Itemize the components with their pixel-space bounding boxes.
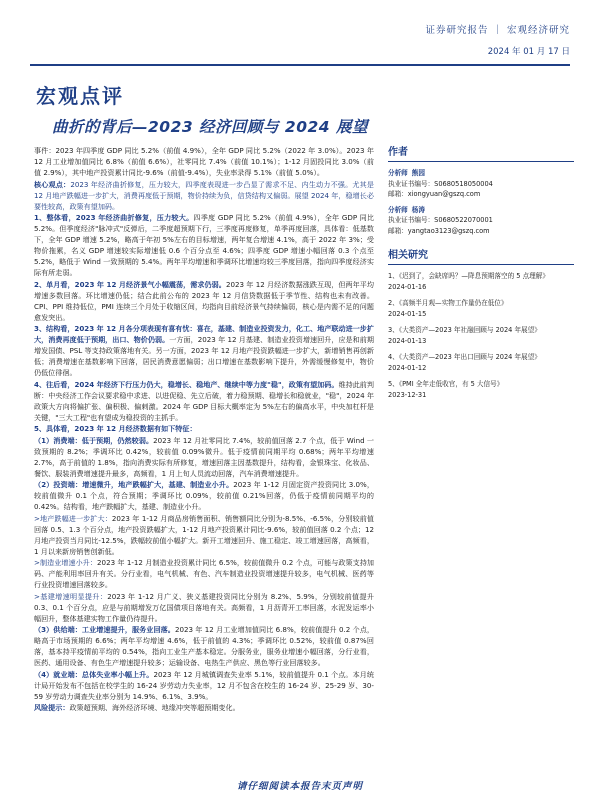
infrastructure-section bbox=[34, 591, 374, 624]
point-4-heading: 4、往后看，2024 年经济下行压力仍大，稳增长、稳地产、继续中等力度"稳"，政策有望加码。 bbox=[34, 379, 339, 389]
related-item-title[interactable]: 1、《迟到了，会缺席吗？—降息预期落空的 5 点理解》 bbox=[388, 272, 549, 280]
report-type: 宏观点评 bbox=[36, 84, 124, 108]
related-item[interactable] bbox=[388, 325, 574, 347]
sidebar bbox=[388, 143, 574, 406]
related-item[interactable] bbox=[388, 271, 574, 293]
manufacturing-section bbox=[34, 557, 374, 590]
point-5-heading: 5、具体看，2023 年 12 月经济数据有如下特征： bbox=[34, 424, 197, 433]
license-number: S0680518050004 bbox=[434, 179, 493, 188]
core-view-label: 核心观点： bbox=[34, 179, 71, 189]
license-label: 执业证书编号： bbox=[388, 216, 435, 224]
related-item-date: 2023-12-31 bbox=[388, 391, 427, 399]
analyst-name: 杨涛 bbox=[411, 205, 425, 214]
manufacturing-text: 2023 年 1-12 月制造业投资累计同比 6.5%，较前值微升 0.2 个点，可能与政策支持加码、产能利用率回升有关。分行业看，电气机械、有色、汽车制造业投资增速提升较多，电气机械、医药等行业投资增速回落较多。 bbox=[34, 558, 374, 589]
employment-section bbox=[34, 669, 374, 702]
related-item[interactable] bbox=[388, 298, 574, 320]
related-item-title[interactable]: 5、《PMI 全年走低收官，有 5 大信号》 bbox=[388, 380, 504, 388]
analyst-name: 熊园 bbox=[411, 169, 425, 177]
license-label: 执业证书编号： bbox=[388, 179, 435, 188]
risk-label: 风险提示： bbox=[34, 703, 70, 712]
point-3 bbox=[34, 323, 374, 378]
consumption-section bbox=[34, 435, 374, 479]
supply-heading: （3）供给端：工业增速提升，服务业回落。 bbox=[34, 625, 175, 634]
core-view bbox=[34, 179, 374, 212]
investment-text: 2023 年 1-12 月固定资产投资同比 3.0%，较前值微升 0.1 个点，符合预期；季调环比 0.09%，较前值 0.21%回落，仍低于疫情前同期平均的 0.42%。结构看，地产跌幅扩大，基建、制造业小升。 bbox=[34, 480, 374, 511]
license-number: S0680522070001 bbox=[434, 216, 493, 224]
related-item-date: 2024-01-16 bbox=[388, 283, 427, 291]
risk-warning bbox=[34, 702, 374, 713]
authors-title: 作者 bbox=[388, 143, 574, 162]
related-item-title[interactable]: 4、《大类资产—2023 年出口回顾与 2024 年展望》 bbox=[388, 353, 541, 361]
related-item-title[interactable]: 3、《大类资产—2023 年社融回顾与 2024 年展望》 bbox=[388, 326, 541, 334]
analyst-role: 分析师 bbox=[388, 169, 408, 177]
report-header bbox=[425, 22, 570, 57]
event-summary: 事件：2023 年四季度 GDP 同比 5.2%（前值 4.9%），全年 GDP 同比 5.2%（2022 年 3.0%）。2023 年 12 月工业增加值同比 6.8%（前值 6.6%），社零同比 7.4%（前值 10.1%）；1-12 月固投同比 3.0%（前值 2.9%），其中地产投资累计同比-9.6%（前值-9.4%），失业率录得 5.1%（前值 5.0%）。 bbox=[34, 146, 374, 177]
footer-disclaimer: 请仔细阅读本报告末页声明 bbox=[236, 781, 363, 792]
analyst-role: 分析师 bbox=[388, 205, 408, 214]
point-1-heading: 1、整体看，2023 年经济曲折修复，压力较大。 bbox=[34, 213, 194, 222]
analyst-email[interactable]: xiongyuan@gszq.com bbox=[407, 190, 481, 198]
investment-heading: （2）投资端：增速微升，地产跌幅扩大，基建、制造业小升。 bbox=[34, 480, 234, 489]
point-2 bbox=[34, 279, 374, 323]
analyst-card bbox=[388, 168, 574, 200]
related-item[interactable] bbox=[388, 379, 574, 401]
point-2-heading: 2、单月看，2023 年 12 月经济景气小幅震荡，需求仍弱。 bbox=[34, 279, 226, 289]
report-body bbox=[34, 145, 374, 714]
infrastructure-text: 2023 年 1-12 月广义、狭义基建投资同比分别为 8.2%、5.9%，分别较前值提升 0.3、0.1 个百分点，应是与前期增发万亿国债项目落地有关。高频看，1 月沥青开工率回落，水泥发运率小幅回升，整体基建实物工作量仍待提升。 bbox=[34, 591, 374, 623]
real-estate-heading: >地产跌幅进一步扩大： bbox=[34, 513, 112, 523]
point-4 bbox=[34, 379, 374, 423]
report-category: 证券研究报告 ｜ 宏观经济研究 bbox=[425, 25, 570, 36]
supply-text: 2023 年 12 月工业增加值同比 6.8%，较前值提升 0.2 个点，略高于市场预期的 6.6%；两年平均增速 4.6%，低于前值的 4.3%；季调环比 0.52%，较前值 0.87%回落，基本持平疫情前平均的 0.54%，指向工业生产基本稳定。分服务业，服务业增速小幅回落，分行业看，医药、通用设备、有色生产增速提升较多；运输设备、电热生产供应、黑色等行业回落较多。 bbox=[34, 625, 374, 667]
report-date: 2024 年 01 月 17 日 bbox=[487, 47, 570, 57]
real-estate-text: 2023 年 1-12 月商品房销售面积、销售额同比分别为-8.5%、-6.5%，分别较前值回落 0.5、1.3 个百分点，地产投资跌幅扩大，1-12 月地产投资累计同比-9.6%，较前值回落 0.2 个点；12 月地产投资当月同比-12.5%，跌幅较前值小幅扩大。新开工增速回升、施工稳定、竣工增速回落，高频看，1 月以来新房销售创新低。 bbox=[34, 513, 374, 556]
related-item-title[interactable]: 2、《高频半月观—实物工作量仍在低位》 bbox=[388, 299, 508, 307]
infrastructure-heading: >基建增速明显提升： bbox=[34, 591, 108, 601]
point-3-text: 一方面，2023 年 12 月基建、制造业投资增速回升，应是和前期增发国债、PSL 等支持政策落地有关。另一方面，2023 年 12 月地产投资跌幅进一步扩大，新增销售再创新低；消费增速在基数影响下回落，居民消费意愿偏弱；出口增速在基数影响下提升，外需缓慢修复中，物价仍低位徘徊。 bbox=[34, 335, 375, 377]
point-1-text: 四季度 GDP 同比 5.2%（前值 4.9%），全年 GDP 同比 5.2%。但季度经济"脉冲式"反弹后，二季度超预期下行，三季度再度修复，单季再度回落，具体看：低基数下，全年 GDP 增速 5.2%，略高于年初 5%左右的目标增速，两年复合增速 4.1%，高于 2022 年 3%；受物价拖累，名义 GDP 增速较实际增速低 0.6 个百分点至 4.6%；四季度 GDP 增速小幅回落 0.3 个点至 5.2%，略低于 Wind 一致预期的 5.4%。两年平均增速和季调环比增速均较三季度回落，指向四季度经济实际有所走弱。 bbox=[34, 213, 375, 277]
email-label: 邮箱： bbox=[388, 226, 408, 235]
report-title: 曲折的背后—2023 经济回顾与 2024 展望 bbox=[52, 118, 368, 136]
real-estate-section bbox=[34, 513, 374, 557]
employment-heading: （4）就业端：总体失业率小幅上升。 bbox=[34, 669, 154, 679]
point-3-heading: 3、结构看，2023 年 12 月各分项表现有喜有忧：喜在，基建、制造业投资发力，化工、地产联动进一步扩大，消费再度低于预期，出口、物价仍弱。 bbox=[34, 324, 374, 344]
core-view-text: 2023 年经济曲折修复，压力较大，四季度表现进一步凸显了需求不足、内生动力不强。尤其是 12 月地产跌幅进一步扩大，消费再度低于预期，物价持续为负，信贷结构又偏弱。展望 2024 年，稳增长必要性较高，政策有望加码。 bbox=[34, 179, 374, 211]
related-item[interactable] bbox=[388, 352, 574, 374]
supply-section bbox=[34, 624, 374, 668]
consumption-heading: （1）消费端：低于预期，仍然较弱。 bbox=[34, 435, 154, 445]
point-4-text: 维持此前判断：中央经济工作会议要求稳中求进、以进促稳、先立后破，着力稳预期、稳增长和稳就业，"稳"，2024 年政策大方向将偏扩张、偏积极、偏刺激。2024 年 GDP 目标大概率定为 5%左右的偏高水平，中央加杠杆是关键，"三大工程"也有望成为稳投资的主抓手。 bbox=[34, 379, 375, 422]
related-item-date: 2024-01-15 bbox=[388, 310, 427, 318]
analyst-email[interactable]: yangtao3123@gszq.com bbox=[407, 226, 490, 235]
point-2-text: 2023 年 12 月经济数据涨跌互现，但两年平均增速多数回落。环比增速仍低；结合此前公布的 2023 年 12 月信贷数据低于季节性、结构也未有改善。CPI、PPI 维持低位，PMI 连续三个月处于收缩区间，均指向目前经济景气持续偏弱，核心是内需不足的问题愈发突出。 bbox=[34, 279, 375, 322]
consumption-text: 2023 年 12 月社零同比 7.4%，较前值回落 2.7 个点，低于 Wind 一致预期的 8.2%；季调环比 0.42%，较前值 0.09%微升。低于疫情前同期平均 0.68%；两年平均增速 2.7%，高于前值的 1.8%，指向消费实际有所修复，增速回落主因基数提升，结构看，金银珠宝、化妆品、餐饮、服装消费增速提升最多，高频看，1 月上旬人员流动回落，汽车消费增速提升。 bbox=[34, 435, 374, 478]
employment-text: 2023 年 12 月城镇调查失业率 5.1%，较前值提升 0.1 个点。本月统计局开始发布不包括在校学生的 16-24 岁劳动力失业率，12 月不包含在校生的 16-24 岁、25-29 岁、30-59 岁劳动力调查失业率分别为 14.9%、6.1%、3.9%。 bbox=[34, 669, 374, 701]
header-divider bbox=[30, 64, 570, 66]
manufacturing-heading: >制造业增速小升： bbox=[34, 558, 98, 567]
related-item-date: 2024-01-13 bbox=[388, 337, 427, 345]
email-label: 邮箱： bbox=[388, 190, 408, 198]
related-item-date: 2024-01-12 bbox=[388, 364, 427, 372]
risk-text: 政策超预期、海外经济环境、地缘冲突等超预期变化。 bbox=[69, 703, 240, 712]
investment-section bbox=[34, 479, 374, 512]
related-research-title: 相关研究 bbox=[388, 246, 574, 265]
point-1 bbox=[34, 212, 374, 278]
analyst-card bbox=[388, 205, 574, 237]
